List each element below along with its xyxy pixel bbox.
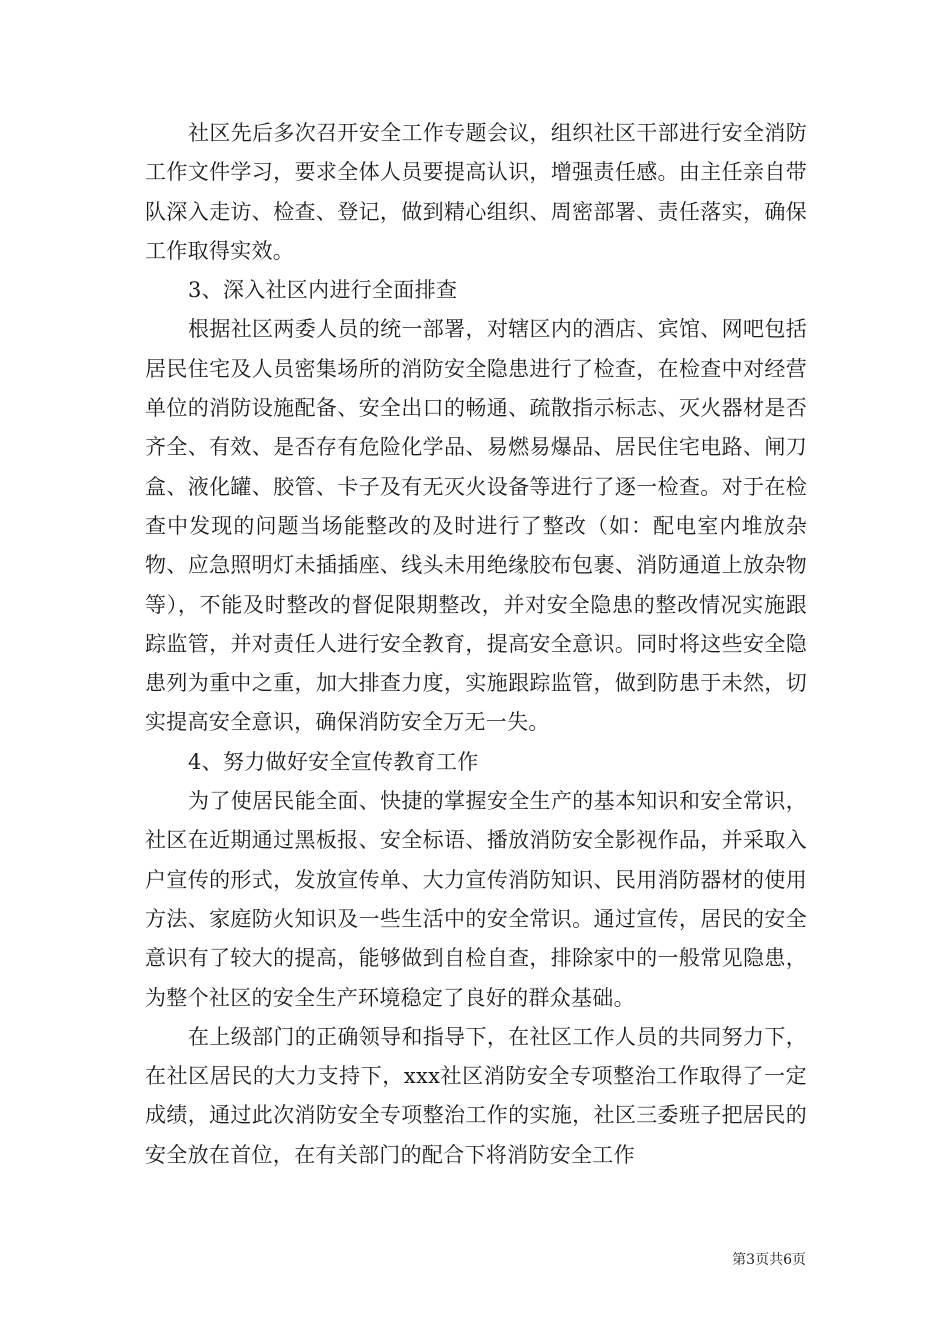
page-number: 第3页共6页 xyxy=(732,1252,806,1268)
section-heading-3: 3、深入社区内进行全面排查 xyxy=(188,278,458,303)
section-heading-4: 4、努力做好安全宣传教育工作 xyxy=(188,749,479,774)
document-body xyxy=(145,114,807,1175)
paragraph-conclusion: 在上级部门的正确领导和指导下，在社区工作人员的共同努力下，在社区居民的大力支持下，xxx社区消防安全专项整治工作取得了一定成绩，通过此次消防安全专项整治工作的实施，社区三委班子把居民的安全放在首位，在有关部门的配合下将消防安全工作 xyxy=(145,1024,807,1167)
paragraph-meetings: 社区先后多次召开安全工作专题会议，组织社区干部进行安全消防工作文件学习，要求全体人员要提高认识，增强责任感。由主任亲自带队深入走访、检查、登记，做到精心组织、周密部署、责任落实，确保工作取得实效。 xyxy=(145,121,807,263)
paragraph-publicity: 为了使居民能全面、快捷的掌握安全生产的基本知识和安全常识，社区在近期通过黑板报、安全标语、播放消防安全影视作品，并采取入户宣传的形式，发放宣传单、大力宣传消防知识、民用消防器材的使用方法、家庭防火知识及一些生活中的安全常识。通过宣传，居民的安全意识有了较大的提高，能够做到自检自查，排除家中的一般常见隐患，为整个社区的安全生产环境稳定了良好的群众基础。 xyxy=(145,789,807,1010)
paragraph-inspection: 根据社区两委人员的统一部署，对辖区内的酒店、宾馆、网吧包括居民住宅及人员密集场所的消防安全隐患进行了检查，在检查中对经营单位的消防设施配备、安全出口的畅通、疏散指示标志、灭火器材是否齐全、有效、是否存有危险化学品、易燃易爆品、居民住宅电路、闸刀盒、液化罐、胶管、卡子及有无灭火设备等进行了逐一检查。对于在检查中发现的问题当场能整改的及时进行了整改（如：配电室内堆放杂物、应急照明灯未插插座、线头未用绝缘胶布包裹、消防通道上放杂物等），不能及时整改的督促限期整改，并对安全隐患的整改情况实施跟踪监管，并对责任人进行安全教育，提高安全意识。同时将这些安全隐患列为重中之重，加大排查力度，实施跟踪监管，做到防患于未然，切实提高安全意识，确保消防安全万无一失。 xyxy=(145,317,807,735)
